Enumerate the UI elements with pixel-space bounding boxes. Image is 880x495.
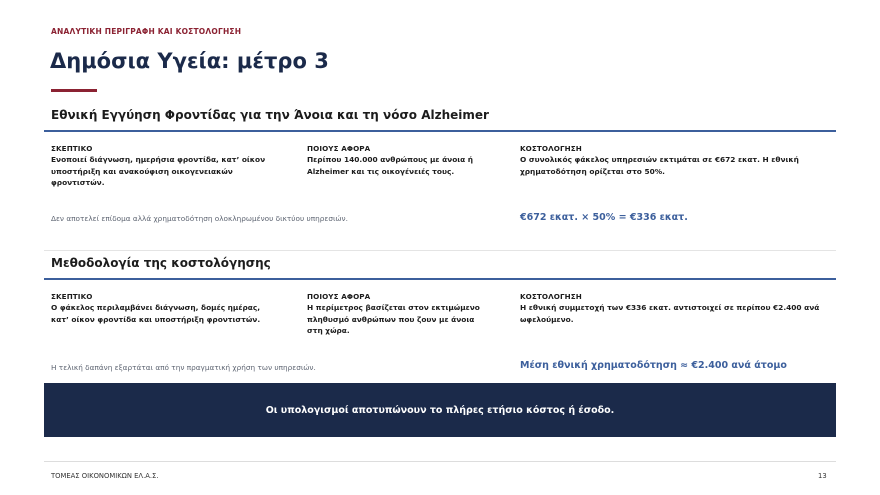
title-accent-rule	[51, 89, 97, 92]
page-number: 13	[818, 472, 827, 480]
section1-col-costing	[520, 144, 825, 177]
col-label: ΣΚΕΠΤΙΚΟ	[51, 144, 93, 153]
section2-col-costing	[520, 292, 830, 325]
col-text: Ο συνολικός φάκελος υπηρεσιών εκτιμάται σε €672 εκατ. Η εθνική χρηματοδότηση ορίζεται στο 50%.	[520, 155, 799, 176]
col-label: ΚΟΣΤΟΛΟΓΗΣΗ	[520, 144, 582, 153]
footer-rule	[44, 461, 836, 462]
section1-note: Δεν αποτελεί επίδομα αλλά χρηματοδότηση ολοκληρωμένου δικτύου υπηρεσιών.	[51, 214, 348, 223]
section1-col-rationale	[51, 144, 276, 189]
section2-rule	[44, 278, 836, 280]
section2-col-beneficiaries	[307, 292, 492, 337]
section1-col-beneficiaries	[307, 144, 492, 177]
section1-heading: Εθνική Εγγύηση Φροντίδας για την Άνοια και τη νόσο Alzheimer	[51, 108, 489, 122]
section2-note: Η τελική δαπάνη εξαρτάται από την πραγματική χρήση των υπηρεσιών.	[51, 363, 316, 372]
section2-heading: Μεθοδολογία της κοστολόγησης	[51, 256, 271, 270]
col-text: Ο φάκελος περιλαμβάνει διάγνωση, δομές ημέρας, κατ’ οίκον φροντίδα και υποστήριξη φροντιστών.	[51, 303, 261, 324]
col-text: Περίπου 140.000 ανθρώπους με άνοια ή Alzheimer και τις οικογένειές τους.	[307, 155, 474, 176]
section1-highlight: €672 εκατ. × 50% = €336 εκατ.	[520, 212, 688, 223]
col-text: Ενοποιεί διάγνωση, ημερήσια φροντίδα, κατ’ οίκον υποστήριξη και ανακούφιση οικογενειακών φροντιστών.	[51, 155, 266, 187]
section1-rule	[44, 130, 836, 132]
col-label: ΠΟΙΟΥΣ ΑΦΟΡΑ	[307, 144, 371, 153]
section-divider	[44, 250, 836, 251]
summary-banner	[44, 383, 836, 437]
col-label: ΚΟΣΤΟΛΟΓΗΣΗ	[520, 292, 582, 301]
col-label: ΠΟΙΟΥΣ ΑΦΟΡΑ	[307, 292, 371, 301]
page-title: Δημόσια Υγεία: μέτρο 3	[50, 49, 329, 73]
eyebrow-label: ΑΝΑΛΥΤΙΚΗ ΠΕΡΙΓΡΑΦΗ ΚΑΙ ΚΟΣΤΟΛΟΓΗΣΗ	[51, 27, 242, 36]
col-label: ΣΚΕΠΤΙΚΟ	[51, 292, 93, 301]
summary-banner-text: Οι υπολογισμοί αποτυπώνουν το πλήρες ετήσιο κόστος ή έσοδο.	[265, 404, 615, 416]
col-text: Η εθνική συμμετοχή των €336 εκατ. αντιστοιχεί σε περίπου €2.400 ανά ωφελούμενο.	[520, 303, 820, 324]
section2-col-rationale	[51, 292, 276, 325]
section2-highlight: Μέση εθνική χρηματοδότηση ≈ €2.400 ανά άτομο	[520, 360, 787, 371]
col-text: Η περίμετρος βασίζεται στον εκτιμώμενο πληθυσμό ανθρώπων που ζουν με άνοια στη χώρα.	[307, 303, 480, 335]
footer-org: ΤΟΜΕΑΣ ΟΙΚΟΝΟΜΙΚΩΝ ΕΛ.Α.Σ.	[51, 472, 159, 480]
